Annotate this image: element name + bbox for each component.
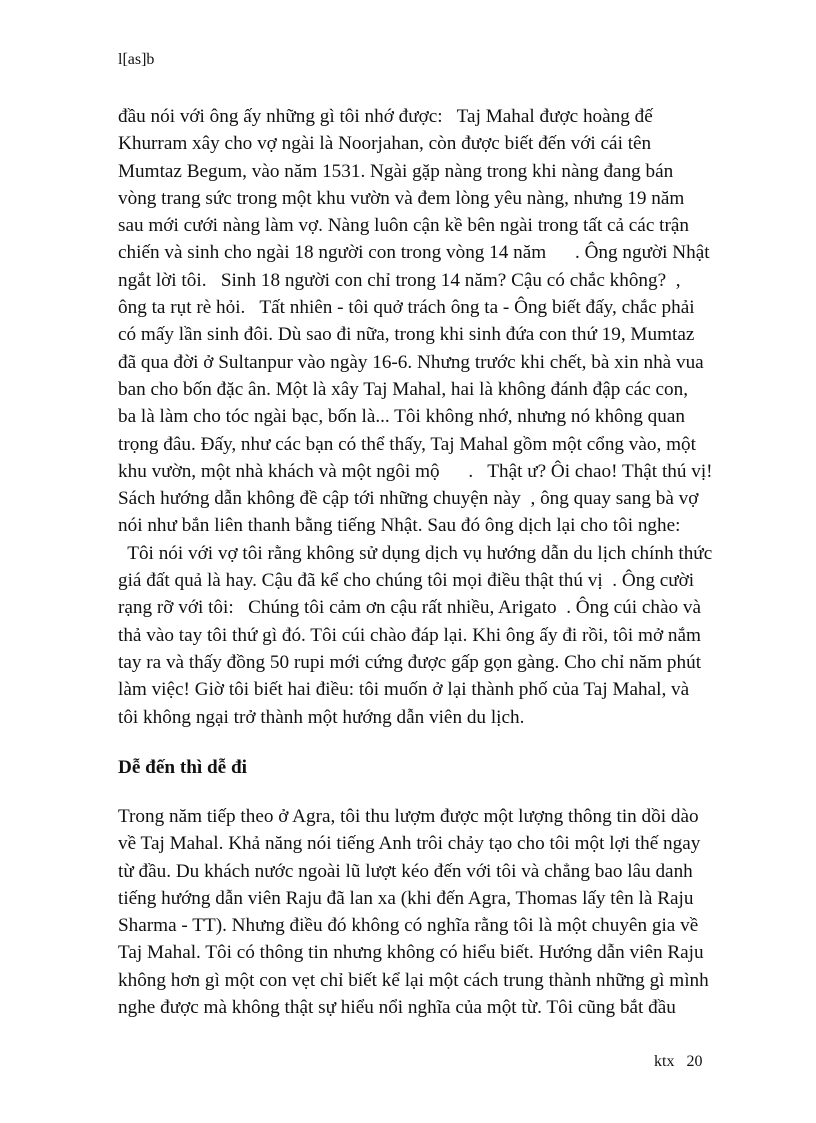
text-line: Khurram xây cho vợ ngài là Noorjahan, còn được biết đến với cái tên <box>118 133 652 155</box>
paragraph-2 <box>118 803 708 1021</box>
text-line: Tôi nói với vợ tôi rằng không sử dụng dịch vụ hướng dẫn du lịch chính thức <box>118 542 713 564</box>
section-heading: Dễ đến thì dễ đi <box>118 757 248 778</box>
text-line: về Taj Mahal. Khả năng nói tiếng Anh trôi chảy tạo cho tôi một lợi thế ngay <box>118 833 701 855</box>
text-line: làm việc! Giờ tôi biết hai điều: tôi muốn ở lại thành phố của Taj Mahal, và <box>118 679 690 701</box>
text-line: ba là làm cho tóc ngài bạc, bốn là... Tôi không nhớ, nhưng nó không quan <box>118 406 685 428</box>
text-line: đầu nói với ông ấy những gì tôi nhớ được: Taj Mahal được hoàng đế <box>118 106 653 127</box>
text-line: trọng đâu. Đấy, như các bạn có thể thấy, Taj Mahal gồm một cổng vào, một <box>118 433 696 455</box>
text-line: đã qua đời ở Sultanpur vào ngày 16-6. Nhưng trước khi chết, bà xin nhà vua <box>118 351 704 373</box>
text-line: nghe được mà không thật sự hiểu nổi nghĩa của một từ. Tôi cũng bắt đầu <box>118 997 676 1019</box>
paragraph-1 <box>118 103 713 731</box>
text-line: từ đầu. Du khách nước ngoài lũ lượt kéo đến với tôi và chẳng bao lâu danh <box>118 860 693 882</box>
text-line: tôi không ngại trở thành một hướng dẫn viên du lịch. <box>118 706 525 728</box>
text-line: Trong năm tiếp theo ở Agra, tôi thu lượm được một lượng thông tin dồi dào <box>118 806 699 827</box>
text-line: Sharma - TT). Nhưng điều đó không có nghĩa rằng tôi là một chuyên gia về <box>118 915 699 937</box>
text-line: tiếng hướng dẫn viên Raju đã lan xa (khi đến Agra, Thomas lấy tên là Raju <box>118 887 694 909</box>
text-line: nói như bắn liên thanh bằng tiếng Nhật. Sau đó ông dịch lại cho tôi nghe: <box>118 515 681 537</box>
text-line: thả vào tay tôi thứ gì đó. Tôi cúi chào đáp lại. Khi ông ấy đi rồi, tôi mở nắm <box>118 624 701 646</box>
text-line: Sách hướng dẫn không đề cập tới những chuyện này , ông quay sang bà vợ <box>118 488 699 510</box>
text-line: sau mới cưới nàng làm vợ. Nàng luôn cận kề bên ngài trong tất cả các trận <box>118 215 689 237</box>
page-header: l[as]b <box>118 51 155 68</box>
text-line: ban cho bốn đặc ân. Một là xây Taj Mahal, hai là không đánh đập các con, <box>118 378 689 400</box>
text-line: tay ra và thấy đồng 50 rupi mới cứng được gấp gọn gàng. Cho chỉ năm phút <box>118 651 702 673</box>
page-footer: ktx 20 <box>654 1053 703 1070</box>
text-line: có mấy lần sinh đôi. Dù sao đi nữa, trong khi sinh đứa con thứ 19, Mumtaz <box>118 324 695 346</box>
text-line: vòng trang sức trong một khu vườn và đem lòng yêu nàng, nhưng 19 năm <box>118 187 685 209</box>
text-line: giá đất quả là hay. Cậu đã kể cho chúng tôi mọi điều thật thú vị . Ông cười <box>118 570 695 592</box>
text-line: không hơn gì một con vẹt chỉ biết kể lại một cách trung thành những gì mình <box>118 969 709 991</box>
text-line: Taj Mahal. Tôi có thông tin nhưng không có hiểu biết. Hướng dẫn viên Raju <box>118 942 704 964</box>
text-line: ông ta rụt rè hỏi. Tất nhiên - tôi quở trách ông ta - Ông biết đấy, chắc phải <box>118 297 695 319</box>
text-line: ngắt lời tôi. Sinh 18 người con chỉ trong 14 năm? Cậu có chắc không? , <box>118 269 681 291</box>
text-line: rạng rỡ với tôi: Chúng tôi cảm ơn cậu rất nhiều, Arigato . Ông cúi chào và <box>118 597 702 619</box>
text-line: khu vườn, một nhà khách và một ngôi mộ . Thật ư? Ôi chao! Thật thú vị! <box>118 460 713 482</box>
text-line: Mumtaz Begum, vào năm 1531. Ngài gặp nàng trong khi nàng đang bán <box>118 160 674 182</box>
text-line: chiến và sinh cho ngài 18 người con trong vòng 14 năm . Ông người Nhật <box>118 242 710 264</box>
